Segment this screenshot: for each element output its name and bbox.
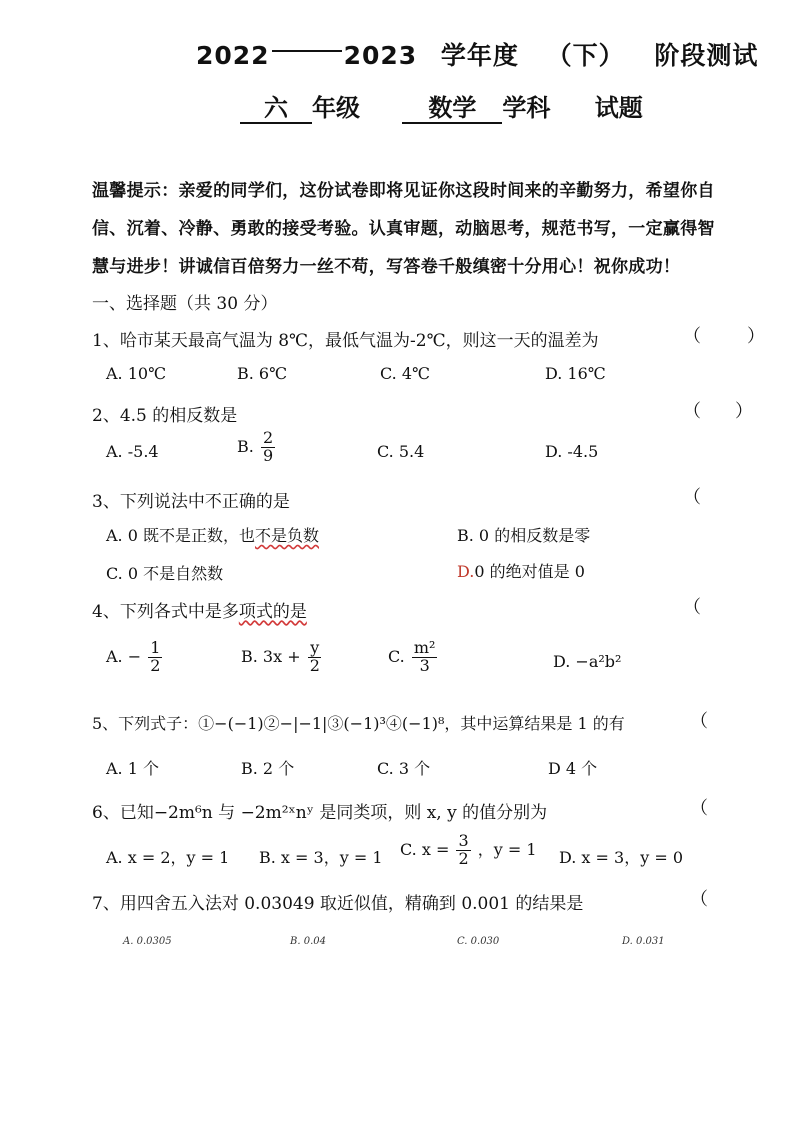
- year-end: 2023: [343, 41, 418, 70]
- q1-option-a: A. 10℃: [106, 364, 166, 383]
- term-label: 学年度: [440, 41, 519, 70]
- q3-option-d: D.0 的绝对值是 0: [457, 562, 585, 581]
- q4-option-c: C. $\frac{\text{m²}}{3}$: [388, 638, 436, 675]
- year-dash: [272, 50, 342, 52]
- answer-bracket-4: （: [683, 597, 701, 618]
- q7-option-a: A. 0.0305: [123, 936, 172, 947]
- q7-option-c: C. 0.030: [457, 936, 500, 947]
- answer-bracket-5: （: [690, 711, 708, 732]
- question-7: 7、用四舍五入法对 0.03049 取近似值，精确到 0.001 的结果是: [92, 894, 584, 914]
- q5-option-c: C. 3 个: [377, 759, 431, 778]
- exam-subtitle: [240, 88, 643, 124]
- question-4: 4、下列各式中是多项式的是: [92, 602, 307, 622]
- answer-bracket-1: （ ）: [683, 326, 765, 347]
- q4-option-d: D. −a²b²: [553, 652, 622, 671]
- q3-option-b: B. 0 的相反数是零: [457, 526, 591, 545]
- q7-option-b: B. 0.04: [290, 936, 326, 947]
- q6-option-d: D. x = 3，y = 0: [559, 848, 684, 867]
- exam-title: [196, 36, 758, 72]
- grade-label: 年级: [312, 94, 360, 122]
- year-start: 2022: [196, 41, 270, 70]
- q2-option-c: C. 5.4: [377, 442, 425, 461]
- question-3: 3、下列说法中不正确的是: [92, 492, 290, 512]
- q5-option-b: B. 2 个: [241, 759, 295, 778]
- q5-option-d: D 4 个: [548, 759, 598, 778]
- answer-bracket-7: （: [690, 889, 708, 910]
- answer-bracket-3: （: [683, 487, 701, 508]
- q1-option-d: D. 16℃: [545, 364, 606, 383]
- q3-option-c: C. 0 不是自然数: [106, 564, 224, 583]
- q6-option-a: A. x = 2，y = 1: [106, 848, 230, 867]
- q2-b-numerator: 2: [262, 428, 274, 447]
- q7-option-d: D. 0.031: [622, 936, 665, 947]
- question-5: 5、下列式子：①−(−1)②−|−1|③(−1)³④(−1)⁸，其中运算结果是 1 的有: [92, 714, 625, 733]
- q2-option-a: A. -5.4: [106, 442, 159, 461]
- exam-label: 阶段测试: [654, 41, 759, 70]
- q6-option-b: B. x = 3，y = 1: [259, 848, 383, 867]
- q1-option-c: C. 4℃: [380, 364, 430, 383]
- paper-label: 试题: [594, 94, 643, 122]
- q4-option-a: A. − $\frac{1}{2}$: [106, 638, 161, 675]
- q3-option-a: A. 0 既不是正数，也不是负数: [106, 526, 320, 545]
- q2-b-denominator: 9: [262, 445, 274, 465]
- q2-option-d: D. -4.5: [545, 442, 599, 461]
- q5-option-a: A. 1 个: [106, 759, 159, 778]
- grade-value: 六: [240, 94, 312, 124]
- answer-bracket-2: （ ）: [683, 401, 753, 422]
- notice-line-1: 温馨提示：亲爱的同学们，这份试卷即将见证你这段时间来的辛勤努力，希望你自: [92, 181, 715, 201]
- question-6: 6、已知−2m⁶n 与 −2m²ˣnʸ 是同类项，则 x, y 的值分别为: [92, 803, 548, 823]
- q6-option-c: C. x = $\frac{3}{2}$ ，y = 1: [400, 831, 537, 868]
- q4-marked-text: 项式的是: [238, 602, 307, 622]
- q1-option-b: B. 6℃: [237, 364, 288, 383]
- q3-d-letter: D.: [457, 562, 475, 581]
- notice-line-2: 信、沉着、冷静、勇敢的接受考验。认真审题，动脑思考，规范书写，一定赢得智: [92, 219, 715, 239]
- notice-line-3: 慧与进步！讲诚信百倍努力一丝不苟，写答卷千般缜密十分用心！祝你成功！: [92, 257, 681, 277]
- question-2: 2、4.5 的相反数是: [92, 406, 238, 426]
- q3-a-marked-text: 不是负数: [255, 526, 320, 545]
- section-heading: 一、选择题（共 30 分）: [92, 294, 278, 314]
- q2-option-b: B. $\frac{2}{9}$: [237, 428, 274, 465]
- subject-value: 数学: [402, 94, 502, 124]
- subject-label: 学科: [502, 94, 551, 122]
- answer-bracket-6: （: [690, 798, 708, 819]
- q4-option-b: B. 3x + $\frac{y}{2}$: [241, 638, 320, 675]
- question-1: 1、哈市某天最高气温为 8℃，最低气温为-2℃，则这一天的温差为: [92, 331, 599, 351]
- semester-label: （下）: [546, 41, 625, 70]
